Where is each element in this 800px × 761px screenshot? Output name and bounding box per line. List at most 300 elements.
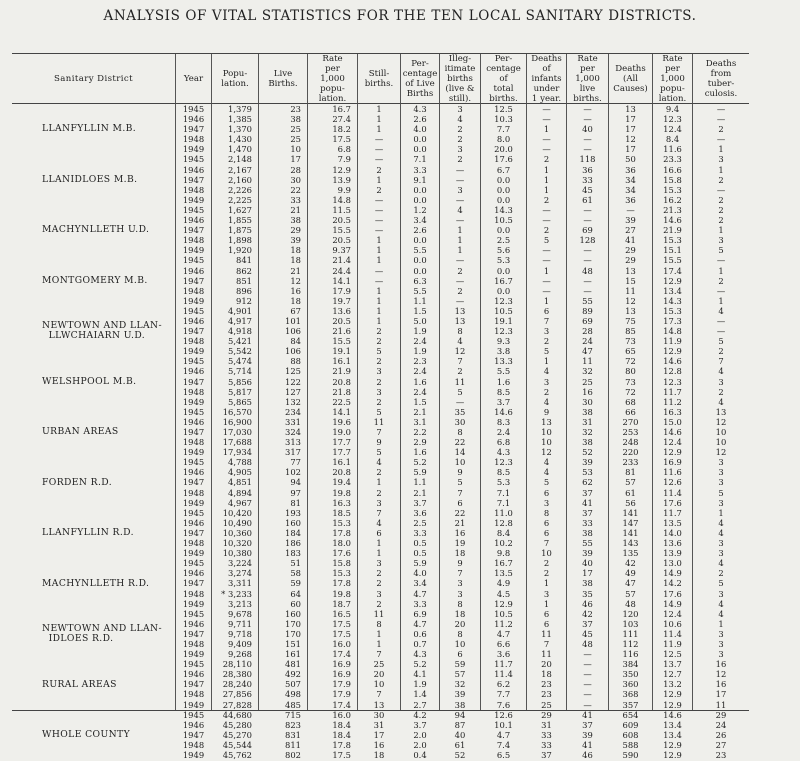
table-cell: 12.9: [494, 598, 513, 609]
table-cell: 14.6: [663, 356, 682, 367]
table-cell: 17.5: [332, 618, 351, 629]
table-cell: 2: [457, 134, 463, 145]
table-cell: 3: [543, 376, 550, 387]
table-cell: —: [374, 265, 384, 276]
table-cell: 37: [541, 750, 552, 760]
table-cell: 22: [454, 437, 466, 448]
table-cell: —: [455, 396, 465, 407]
table-cell: 116: [622, 649, 639, 660]
table-cell: —: [374, 225, 384, 236]
table-cell: 1945: [182, 659, 205, 670]
table-cell: 10.5: [494, 215, 513, 226]
table-cell: 37: [582, 618, 593, 629]
table-cell: 5.9: [413, 558, 427, 569]
table-cell: 3.7: [496, 396, 511, 407]
table-cell: —: [374, 154, 384, 165]
table-cell: 17.7: [332, 447, 351, 458]
table-cell: 4,905: [228, 467, 252, 478]
table-cell: 13: [715, 406, 727, 417]
table-cell: 44,680: [222, 709, 252, 720]
table-cell: 6: [457, 497, 463, 508]
table-cell: 15.5: [663, 255, 682, 266]
table-cell: 97: [290, 487, 301, 498]
table-cell: 18.5: [332, 507, 351, 518]
table-cell: 12: [290, 275, 301, 286]
table-cell: —: [542, 245, 551, 256]
table-cell: 8: [457, 427, 463, 437]
table-cell: 4: [718, 305, 724, 316]
table-cell: 0.5: [413, 548, 427, 559]
table-cell: 127: [285, 386, 301, 397]
table-cell: 5: [376, 447, 382, 458]
table-cell: 481: [285, 659, 301, 670]
table-cell: 384: [622, 659, 639, 670]
table-cell: 492: [285, 669, 301, 680]
table-cell: —: [542, 204, 551, 215]
table-cell: 6.6: [496, 638, 511, 649]
table-cell: 5: [457, 386, 463, 397]
table-cell: 1949: [182, 649, 205, 660]
table-cell: 2.0: [413, 739, 427, 750]
table-cell: 16.2: [663, 194, 682, 205]
table-cell: 1947: [182, 679, 205, 690]
table-cell: 3: [718, 538, 724, 549]
table-cell: 29: [541, 709, 552, 720]
table-cell: 590: [622, 750, 639, 760]
table-cell: 5.9: [413, 467, 427, 478]
table-cell: 15: [625, 275, 636, 286]
table-cell: 248: [622, 437, 639, 448]
table-cell: 33: [582, 517, 593, 528]
table-cell: 1,385: [228, 114, 252, 125]
table-cell: 1: [543, 598, 550, 609]
table-cell: 27,856: [222, 689, 252, 700]
table-cell: 13.4: [663, 719, 682, 730]
table-cell: 1946: [182, 467, 205, 478]
table-cell: 1948: [182, 588, 205, 599]
table-cell: 3: [718, 235, 724, 246]
table-cell: 1945: [182, 406, 205, 417]
table-cell: 5: [543, 346, 550, 357]
table-cell: 2.5: [413, 517, 427, 528]
table-cell: 17.9: [332, 689, 351, 700]
table-cell: 20.8: [332, 467, 351, 478]
table-cell: 102: [285, 467, 301, 478]
table-cell: 17.6: [663, 588, 682, 599]
table-cell: 9: [543, 406, 550, 417]
table-cell: 13.9: [332, 174, 351, 185]
table-cell: 1947: [182, 578, 205, 589]
table-cell: 33: [582, 174, 593, 185]
table-cell: 7: [543, 638, 550, 649]
table-cell: 8.5: [496, 386, 511, 397]
table-cell: 0.0: [413, 255, 427, 266]
table-cell: 12.3: [663, 114, 682, 125]
table-cell: —: [583, 114, 592, 125]
table-cell: 193: [285, 507, 301, 518]
table-cell: 4.3: [496, 447, 511, 458]
table-cell: 12.4: [663, 437, 682, 448]
table-cell: 66: [625, 406, 636, 417]
table-cell: 5: [543, 477, 550, 488]
table-cell: 1: [376, 305, 382, 316]
table-cell: 11: [582, 356, 593, 367]
table-cell: 6: [543, 305, 550, 316]
table-cell: 10,380: [222, 548, 252, 559]
table-cell: 24: [715, 719, 727, 730]
district-name: WELSHPOOL M.B.: [42, 375, 137, 387]
table-cell: 132: [285, 396, 301, 407]
table-cell: 9.1: [413, 174, 427, 185]
table-cell: 15.3: [663, 305, 682, 316]
table-cell: 170: [285, 618, 301, 629]
table-cell: 7: [376, 427, 382, 437]
table-cell: —: [374, 194, 384, 205]
table-cell: 1.1: [413, 477, 427, 488]
table-cell: —: [716, 285, 726, 296]
table-cell: 118: [579, 154, 596, 165]
table-cell: 4: [718, 608, 724, 619]
table-cell: 12.9: [663, 346, 682, 357]
table-cell: 8.4: [496, 527, 511, 538]
table-cell: 80: [625, 366, 636, 377]
infant-deaths-column: [526, 104, 566, 760]
table-cell: 15.8: [332, 558, 351, 569]
table-cell: —: [583, 689, 592, 700]
table-cell: 20: [541, 659, 552, 670]
table-cell: 17.6: [663, 497, 682, 508]
table-cell: 32: [454, 679, 466, 690]
table-cell: 1: [543, 578, 550, 589]
table-cell: 16.0: [332, 709, 351, 720]
table-cell: 10: [541, 427, 552, 437]
table-cell: 1948: [182, 235, 205, 246]
live-births-column: [258, 104, 307, 760]
table-cell: 1: [457, 245, 463, 256]
table-cell: 3,274: [228, 568, 252, 579]
table-cell: 13.4: [663, 285, 682, 296]
table-cell: 9.3: [496, 336, 511, 347]
table-cell: —: [583, 285, 592, 296]
district-name: URBAN AREAS: [42, 426, 119, 438]
table-cell: 14.9: [663, 598, 682, 609]
table-cell: 18.0: [332, 538, 351, 549]
table-cell: 17.9: [332, 285, 351, 296]
table-cell: 12.4: [663, 124, 682, 135]
table-cell: 14.3: [494, 204, 513, 215]
table-cell: 6: [376, 527, 382, 538]
population-column: [211, 104, 258, 760]
table-cell: 47: [582, 346, 593, 357]
table-cell: 5,474: [228, 356, 252, 367]
table-cell: 7: [376, 507, 382, 518]
table-cell: 1.6: [413, 447, 427, 458]
table-cell: 7.7: [496, 124, 511, 135]
table-cell: 5.6: [496, 245, 511, 256]
table-cell: 13.6: [663, 538, 682, 549]
table-cell: 19: [454, 538, 466, 549]
table-cell: 16.1: [332, 457, 351, 468]
table-cell: 6: [457, 649, 463, 660]
table-cell: 39: [454, 689, 466, 700]
table-cell: 7.1: [496, 487, 511, 498]
header-district: Sanitary District: [12, 54, 175, 104]
table-cell: 5: [543, 235, 550, 246]
table-cell: 8: [457, 326, 463, 337]
table-cell: —: [716, 315, 726, 326]
table-cell: 39: [582, 729, 593, 740]
infant-rate-column: [566, 104, 608, 760]
table-cell: 12: [454, 346, 466, 357]
table-cell: 16.9: [332, 659, 351, 670]
table-cell: 9.9: [337, 184, 351, 195]
table-cell: 12: [541, 447, 552, 458]
table-cell: 7: [457, 356, 463, 367]
table-cell: 52: [454, 750, 466, 760]
table-cell: 59: [454, 659, 466, 670]
table-cell: 4,918: [228, 326, 252, 337]
table-cell: 21.3: [663, 204, 682, 215]
table-cell: 16,900: [222, 416, 252, 427]
table-cell: 112: [622, 638, 639, 649]
table-cell: 11: [541, 649, 552, 660]
table-cell: 6: [543, 608, 550, 619]
table-cell: 10: [541, 548, 552, 559]
table-cell: 1947: [182, 729, 205, 740]
table-cell: 37: [582, 487, 593, 498]
table-cell: 12.9: [332, 164, 351, 175]
table-cell: 41: [582, 497, 593, 508]
table-cell: 1946: [182, 215, 205, 226]
table-cell: 1948: [182, 386, 205, 397]
table-cell: 13: [541, 416, 552, 427]
table-cell: 1947: [182, 376, 205, 387]
table-cell: 8: [376, 618, 382, 629]
header-live-births: Live Births.: [258, 54, 307, 104]
header-year: Year: [175, 54, 211, 104]
table-cell: 9,409: [228, 638, 252, 649]
district-name: NEWTOWN AND LLAN- IDLOES R.D.: [42, 623, 162, 645]
table-cell: 1949: [182, 699, 205, 710]
table-cell: 2: [543, 558, 550, 569]
table-cell: 3: [718, 649, 724, 660]
table-cell: 3: [376, 588, 382, 599]
table-cell: 2: [543, 194, 550, 205]
table-cell: 106: [285, 326, 301, 337]
table-cell: 2: [543, 386, 550, 397]
table-cell: 1945: [182, 608, 205, 619]
table-cell: 38: [454, 699, 466, 710]
table-cell: 2: [718, 124, 724, 135]
table-cell: 11.7: [494, 659, 513, 670]
table-cell: 3.6: [413, 507, 427, 518]
table-cell: 1: [543, 174, 550, 185]
table-cell: 2: [376, 356, 382, 367]
table-cell: 16: [454, 527, 466, 538]
table-cell: 4.3: [413, 649, 427, 660]
page-title: ANALYSIS OF VITAL STATISTICS FOR THE TEN LOCAL SANITARY DISTRICTS.: [103, 8, 697, 24]
table-cell: 7.1: [496, 497, 511, 508]
table-cell: 1: [376, 295, 382, 306]
table-cell: 147: [622, 517, 639, 528]
table-cell: 10.6: [663, 618, 682, 629]
table-cell: 1949: [182, 346, 205, 357]
table-cell: 1,855: [228, 215, 252, 226]
table-cell: 3,224: [228, 558, 252, 569]
table-cell: 14.6: [663, 215, 682, 226]
table-cell: 64: [290, 588, 301, 599]
table-cell: 4: [457, 114, 463, 125]
table-cell: 12.9: [663, 689, 682, 700]
table-cell: —: [542, 114, 551, 125]
table-cell: 654: [622, 709, 639, 720]
table-cell: 11.0: [494, 507, 513, 518]
table-cell: 135: [622, 548, 639, 559]
table-cell: 831: [285, 729, 301, 740]
table-cell: —: [716, 114, 726, 125]
table-cell: 34: [625, 184, 636, 195]
table-cell: 12: [715, 669, 727, 680]
table-cell: 6.8: [337, 144, 351, 155]
table-cell: 38: [290, 215, 301, 226]
table-cell: 31: [373, 719, 385, 730]
table-cell: 1: [543, 164, 550, 175]
table-cell: 0.0: [496, 194, 511, 205]
table-cell: 2,148: [228, 154, 252, 165]
table-cell: 4,967: [228, 497, 252, 508]
table-cell: 1: [376, 638, 382, 649]
table-cell: 18.2: [332, 124, 351, 135]
table-cell: 233: [622, 457, 639, 468]
table-cell: 48: [625, 598, 636, 609]
table-cell: 0.0: [413, 184, 427, 195]
table-cell: 41: [625, 235, 636, 246]
table-cell: 11: [454, 376, 466, 387]
table-cell: 17,688: [222, 437, 252, 448]
table-cell: 1948: [182, 285, 205, 296]
table-cell: 101: [285, 315, 301, 326]
table-cell: 1: [543, 265, 550, 276]
table-cell: 8: [457, 598, 463, 609]
table-cell: 4,901: [228, 305, 252, 316]
table-cell: 22: [454, 507, 466, 518]
illegitimate-column: [439, 104, 480, 760]
table-cell: 11.2: [494, 618, 513, 629]
table-cell: 1945: [182, 558, 205, 569]
table-cell: 4.0: [413, 124, 427, 135]
table-cell: 3: [543, 497, 550, 508]
table-cell: 5.5: [496, 366, 511, 377]
table-cell: 13: [625, 265, 636, 276]
table-cell: —: [583, 275, 592, 286]
table-cell: 19.8: [332, 487, 351, 498]
table-cell: 28,110: [222, 659, 252, 670]
table-cell: 10.2: [494, 538, 513, 549]
table-cell: 11.7: [663, 507, 682, 518]
table-cell: 5.3: [496, 477, 511, 488]
table-cell: —: [583, 659, 592, 670]
table-cell: 30: [454, 416, 466, 427]
birth-rate-column: [307, 104, 357, 760]
table-cell: 40: [582, 558, 593, 569]
table-cell: 20: [454, 618, 466, 629]
table-cell: —: [583, 215, 592, 226]
table-cell: 851: [236, 275, 252, 286]
table-cell: 18: [290, 245, 301, 256]
table-cell: —: [455, 275, 465, 286]
table-cell: 17: [715, 689, 727, 700]
table-cell: 33: [541, 739, 552, 750]
table-cell: —: [583, 255, 592, 266]
table-cell: —: [455, 255, 465, 266]
table-cell: 7: [457, 568, 463, 579]
table-cell: 2: [457, 265, 463, 276]
table-cell: 11.2: [663, 396, 682, 407]
table-cell: 7.7: [496, 689, 511, 700]
table-cell: 11: [541, 628, 552, 639]
table-cell: 9: [457, 558, 463, 569]
table-cell: 38: [582, 437, 593, 448]
table-cell: 19.0: [332, 427, 351, 437]
table-cell: 12.8: [663, 366, 682, 377]
table-cell: 15.0: [663, 416, 682, 427]
table-cell: 12.9: [663, 275, 682, 286]
table-cell: 27,828: [222, 699, 252, 710]
table-cell: 48: [582, 265, 593, 276]
table-cell: 11: [715, 699, 727, 710]
table-cell: 3.1: [413, 416, 427, 427]
table-cell: 1.6: [496, 376, 511, 387]
table-cell: 9.37: [332, 245, 351, 256]
table-cell: 7.1: [413, 154, 427, 165]
table-cell: —: [542, 255, 551, 266]
table-cell: 55: [582, 295, 593, 306]
table-cell: 106: [285, 346, 301, 357]
table-cell: 4: [718, 527, 724, 538]
table-cell: 0.0: [413, 265, 427, 276]
table-cell: 28,380: [222, 669, 252, 680]
table-cell: 30: [373, 709, 385, 720]
table-cell: 1948: [182, 487, 205, 498]
table-cell: 5,714: [228, 366, 252, 377]
table-cell: 16.5: [332, 608, 351, 619]
table-cell: 1: [718, 295, 724, 306]
table-cell: 1,898: [228, 235, 252, 246]
table-cell: 143: [622, 538, 639, 549]
table-cell: —: [542, 134, 551, 145]
table-cell: 38: [582, 527, 593, 538]
table-cell: 37: [582, 719, 593, 730]
table-cell: 17.8: [332, 527, 351, 538]
table-cell: 122: [285, 376, 301, 387]
table-cell: 324: [285, 427, 301, 437]
table-cell: 25: [290, 134, 301, 145]
table-cell: —: [374, 144, 384, 155]
table-cell: 128: [579, 235, 596, 246]
table-cell: 1949: [182, 447, 205, 458]
table-cell: 2,225: [228, 194, 252, 205]
table-cell: —: [542, 104, 551, 114]
table-cell: 2,226: [228, 184, 252, 195]
table-cell: 11.9: [663, 638, 682, 649]
table-cell: 5.2: [413, 659, 427, 670]
table-cell: 12: [625, 134, 636, 145]
table-cell: 8: [457, 628, 463, 639]
table-cell: 19.1: [494, 315, 513, 326]
table-cell: 10: [715, 427, 727, 437]
table-cell: 2: [543, 154, 550, 165]
table-cell: 1945: [182, 507, 205, 518]
